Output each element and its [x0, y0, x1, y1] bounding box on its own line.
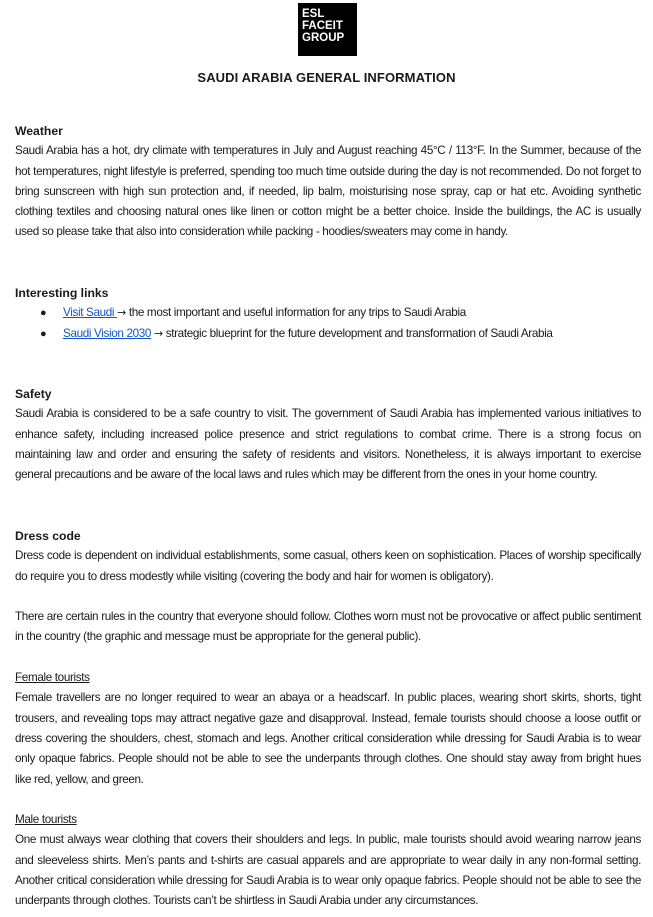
dress-code-heading: Dress code — [15, 529, 81, 543]
links-section — [15, 283, 641, 344]
visit-saudi-link[interactable]: Visit Saudi — [63, 306, 118, 320]
link-description: strategic blueprint for the future development and transformation of Saudi Arabia — [162, 326, 553, 340]
female-tourists-text: Female travellers are no longer required to wear an abaya or a headscarf. In public places, wearing short skirts, shorts, tight trousers, and revealing tops may attract negative gaze and disapproval. Instead, female tourists should choose a loose outfit or dress covering the shoulders, chest, stomach and legs. Another critical consideration while dressing for Saudi Arabia is to wear only opaque fabrics. People should not be able to see the underpants through clothes. One should stay away from bright hues like red, yellow, and green. — [15, 691, 641, 786]
esl-faceit-group-logo — [298, 3, 357, 56]
weather-section — [15, 121, 641, 243]
weather-heading: Weather — [15, 124, 63, 138]
safety-section — [15, 384, 641, 485]
logo-line-3: GROUP — [302, 32, 345, 44]
female-tourists-heading: Female tourists — [15, 671, 90, 685]
safety-heading: Safety — [15, 387, 52, 401]
weather-text: Saudi Arabia has a hot, dry climate with temperatures in July and August reaching 45°C / 113°F. In the Summer, because of the hot temperatures, night lifestyle is preferred, spending too much time outside during the day is not recommended. Do not forget to bring sunscreen with high sun protection and, if needed, lip balm, moisturising nose spray, cap or hat etc. Avoiding synthetic clothing textiles and choosing natural ones like linen or cotton might be a better choice. Inside the buildings, the AC is usually used so please take that also into consideration while packing - hoodies/sweaters may come in handy. — [15, 144, 641, 239]
male-tourists-heading: Male tourists — [15, 813, 77, 827]
male-tourists-text: One must always wear clothing that covers their shoulders and legs. In public, male tourists should avoid wearing narrow jeans and sleeveless shirts. Men’s pants and t-shirts are casual apparels and are appropriate to wear daily in any non-formal setting. Another critical consideration while dressing for Saudi Arabia is to wear only opaque fabrics. People should not be able to see the underpants through clothes. Tourists can’t be shirtless in Saudi Arabia under any circumstances. — [15, 833, 641, 908]
logo-line-1: ESL — [302, 8, 325, 20]
page-title: SAUDI ARABIA GENERAL INFORMATION — [197, 70, 456, 85]
link-description: the most important and useful information for any trips to Saudi Arabia — [125, 306, 466, 320]
logo-line-2: FACEIT — [302, 20, 343, 32]
arrow-right-icon: → — [117, 306, 126, 320]
bullet-icon: ● — [40, 307, 47, 320]
arrow-right-icon: → — [153, 326, 163, 340]
safety-text: Saudi Arabia is considered to be a safe country to visit. The government of Saudi Arabia has implemented various initiatives to enhance safety, including increased police presence and strict regulations to combat crime. There is a strong focus on maintaining law and order and ensuring the safety of residents and visitors. Nonetheless, it is always important to exercise general precautions and be aware of the local laws and rules which may be different from the ones in your home country. — [15, 407, 641, 482]
dress-code-section — [15, 526, 641, 912]
links-list — [15, 303, 641, 344]
list-item — [15, 303, 641, 323]
dress-code-text-1: Dress code is dependent on individual establishments, some casual, others keen on sophistication. Places of worship specifically do require you to dress modestly while visiting (covering the body and hair for women is obligatory). — [15, 549, 641, 583]
saudi-vision-2030-link[interactable]: Saudi Vision 2030 — [63, 326, 152, 340]
links-heading: Interesting links — [15, 286, 109, 300]
dress-code-text-2: There are certain rules in the country that everyone should follow. Clothes worn must not be provocative or affect public sentiment in the country (the graphic and message must be appropriate for the general public). — [15, 610, 641, 644]
list-item — [15, 324, 641, 344]
bullet-icon: ● — [40, 327, 47, 340]
